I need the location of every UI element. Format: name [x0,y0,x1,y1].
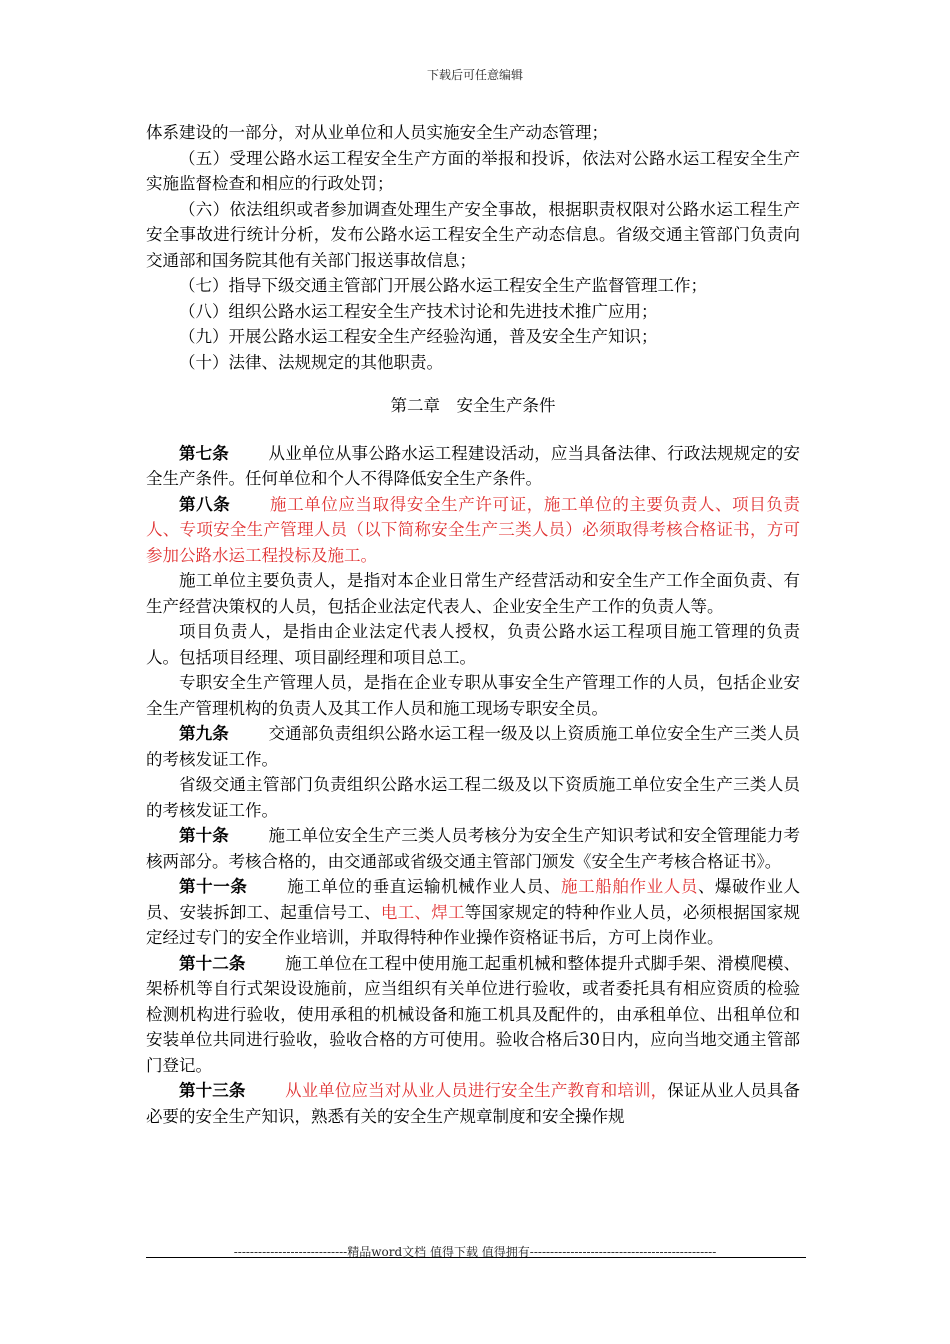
article-text-highlighted: 从业单位应当对从业人员进行安全生产教育和培训， [285,1081,668,1100]
article-label: 第十条 [179,826,229,845]
paragraph: 专职安全生产管理人员，是指在企业专职从事安全生产管理工作的人员，包括企业安全生产管理机构的负责人及其工作人员和施工现场专职安全员。 [146,673,800,718]
paragraph: （九）开展公路水运工程安全生产经验沟通，普及安全生产知识； [179,327,658,346]
article-10 [146,823,800,874]
article-label: 第九条 [179,724,229,743]
document-body [146,120,800,1129]
paragraph: （六）依法组织或者参加调查处理生产安全事故，根据职责权限对公路水运工程生产安全事故进行统计分析，发布公路水运工程安全生产动态信息。省级交通主管部门负责向交通部和国务院其他有关部门报送事故信息； [146,199,800,270]
paragraph: 省级交通主管部门负责组织公路水运工程二级及以下资质施工单位安全生产三类人员的考核发证工作。 [146,775,800,820]
article-13 [146,1078,800,1129]
article-text-highlighted: 电工、焊工 [380,902,465,922]
article-text-highlighted: 施工船舶作业人员 [560,877,698,896]
article-7 [146,441,800,492]
article-label: 第十二条 [179,953,246,973]
footer-divider [146,1257,806,1258]
paragraph: （五）受理公路水运工程安全生产方面的举报和投诉，依法对公路水运工程安全生产实施监督检查和相应的行政处罚； [146,148,800,193]
paragraph: （七）指导下级交通主管部门开展公路水运工程安全生产监督管理工作； [179,276,707,295]
article-11 [146,874,800,951]
page-footer: ----------------------------精品word文档 值得下载 值得拥有---------------------------------------------- [233,1245,717,1259]
paragraph: （十）法律、法规规定的其他职责。 [179,352,443,372]
article-9 [146,721,800,772]
chapter-title: 第二章 安全生产条件 [390,396,556,415]
article-text: 施工单位安全生产三类人员考核分为安全生产知识考试和安全管理能力考核两部分。考核合格的，由交通部或省级交通主管部门颁发《安全生产考核合格证书》。 [146,826,801,871]
article-8 [146,492,800,569]
page-header: 下载后可任意编辑 [426,68,523,82]
article-text: 施工单位的垂直运输机械作业人员、 [287,877,561,896]
paragraph: 施工单位主要负责人，是指对本企业日常生产经营活动和安全生产工作全面负责、有生产经营决策权的人员，包括企业法定代表人、企业安全生产工作的负责人等。 [146,571,800,616]
article-12 [146,951,800,1079]
article-text: 、爆破作业人员、安装拆卸工、起重信号工、 [146,877,801,922]
article-text: 保证从业人员具备必要的安全生产知识，熟悉有关的安全生产规章制度和安全操作规 [146,1081,801,1126]
article-label: 第八条 [179,494,231,514]
article-text: 施工单位在工程中使用施工起重机械和整体提升式脚手架、滑模爬模、架桥机等自行式架设设施前，应当组织有关单位进行验收，或者委托具有相应资质的检验检测机构进行验收，使用承租的机械设备和施工机具及配件的，由承租单位、出租单位和安装单位共同进行验收，验收合格的方可使用。验收合格后30日内，应向当地交通主管部门登记。 [146,953,801,1075]
article-text: 等国家规定的特种作业人员，必须根据国家规定经过专门的安全作业培训，并取得特种作业操作资格证书后，方可上岗作业。 [146,902,801,947]
article-text: 交通部负责组织公路水运工程一级及以上资质施工单位安全生产三类人员的考核发证工作。 [146,724,801,769]
paragraph: 项目负责人，是指由企业法定代表人授权，负责公路水运工程项目施工管理的负责人。包括项目经理、项目副经理和项目总工。 [146,622,800,667]
paragraph: 体系建设的一部分，对从业单位和人员实施安全生产动态管理； [146,123,608,142]
article-label: 第十三条 [179,1081,246,1100]
article-text-highlighted: 施工单位应当取得安全生产许可证，施工单位的主要负责人、项目负责人、专项安全生产管理人员（以下简称安全生产三类人员）必须取得考核合格证书，方可参加公路水运工程投标及施工。 [146,494,801,565]
article-text: 从业单位从事公路水运工程建设活动，应当具备法律、行政法规规定的安全生产条件。任何单位和个人不得降低安全生产条件。 [146,443,801,488]
paragraph: （八）组织公路水运工程安全生产技术讨论和先进技术推广应用； [179,301,658,321]
article-label: 第十一条 [179,877,248,896]
article-label: 第七条 [179,443,229,463]
